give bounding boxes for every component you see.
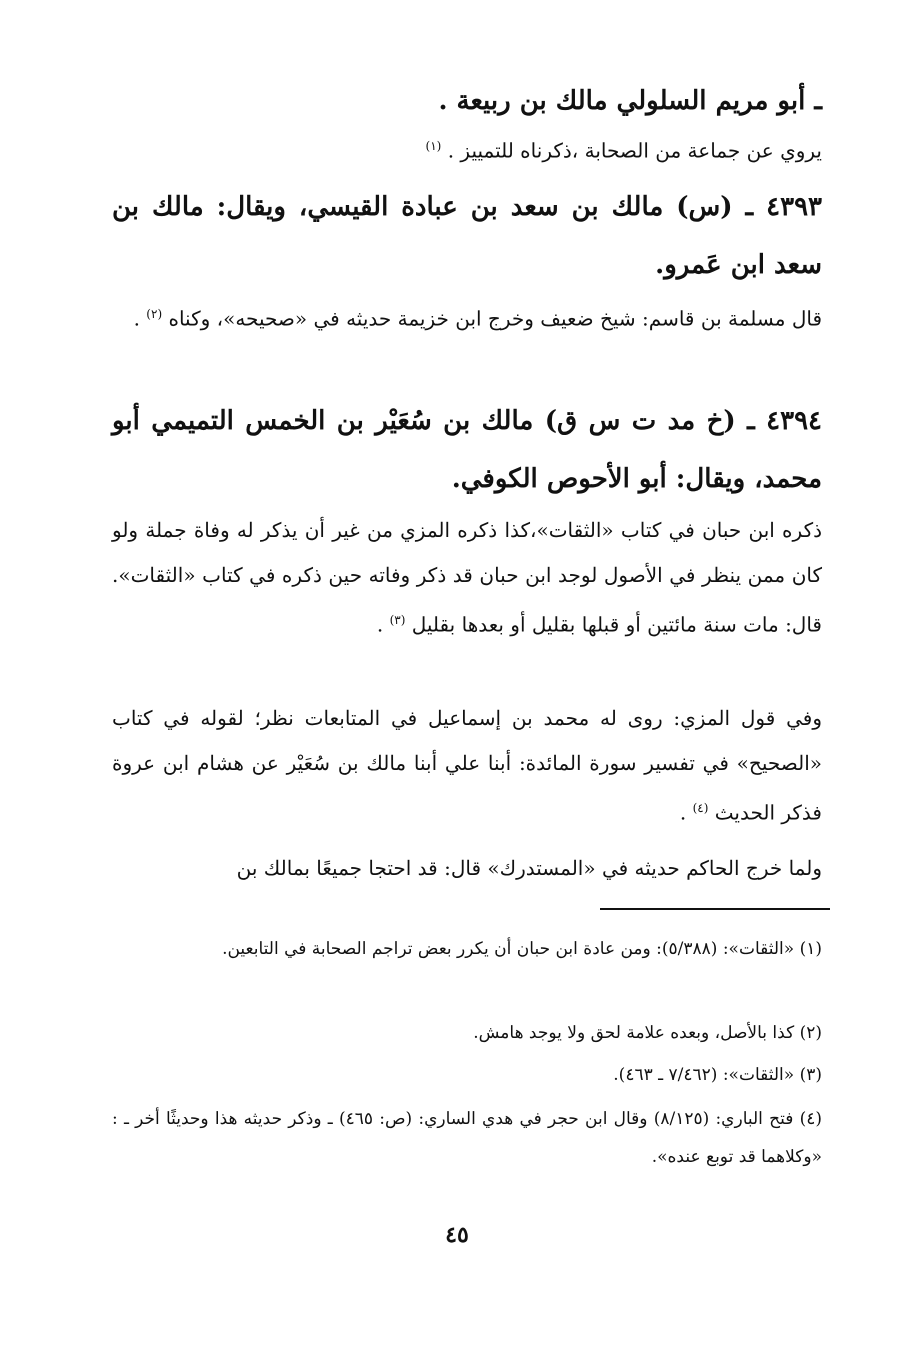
entry-heading-abu-maryam [112,72,822,130]
page-number: ٤٥ [445,1222,469,1248]
paragraph-text: ذكره ابن حبان في كتاب «الثقات»،كذا ذكره المزي من غير أن يذكر له وفاة جملة ولو كان ممن ينظر في الأصول لوجد ابن حبان قد ذكر وفاته حين ذكره في كتاب «الثقات». قال: مات سنة مائتين أو قبلها بقليل أو بعدها بقليل [112,518,822,637]
paragraph-4394-b [112,696,822,836]
footnote-number: (٣) [799,1065,822,1085]
paragraph-tail: . [679,800,687,825]
footnote-marker: (٣) [389,613,406,627]
paragraph-4394-c [112,846,822,891]
paragraph-text: يروي عن جماعة من الصحابة ،ذكرناه للتمييز . [447,138,822,163]
footnote-number: (١) [799,939,822,959]
paragraph-4393 [112,292,822,342]
paragraph-tail: . [133,306,140,331]
footnote-2 [112,1014,822,1052]
paragraph-abu-maryam [112,124,822,174]
footnote-4 [112,1100,822,1176]
footnote-text: فتح الباري: (٨/١٢٥) وقال ابن حجر في هدي الساري: (ص: ٤٦٥) ـ وذكر حديثه هذا وحديثًا أخر ـ : «وكلاهما قد توبع عنده». [112,1109,822,1167]
footnote-marker: (٤) [692,801,709,815]
paragraph-text: وفي قول المزي: روى له محمد بن إسماعيل في المتابعات نظر؛ لقوله في كتاب «الصحيح» في تفسير سورة المائدة: أبنا علي أبنا مالك بن سُعَيْر عن هشام ابن عروة فذكر الحديث [112,706,822,825]
footnote-number: (٤) [799,1109,822,1129]
entry-heading-text: ـ أبو مريم السلولي مالك بن ربيعة . [438,86,822,116]
footnote-marker: (٢) [146,307,163,321]
entry-heading-text: ٤٣٩٤ ـ (خ مد ت س ق) مالك بن سُعَيْر بن الخمس التميمي أبو محمد، ويقال: أبو الأحوص الكوفي. [112,406,822,494]
footnote-3 [112,1056,822,1094]
footnote-marker: (١) [425,139,442,153]
entry-heading-4394 [112,392,822,508]
paragraph-tail: . [376,612,384,637]
footnote-text: «الثقات»: (٧/٤٦٢ ـ ٤٦٣). [613,1065,795,1085]
footnote-1 [112,930,822,968]
paragraph-4394-a [112,508,822,648]
paragraph-text: ولما خرج الحاكم حديثه في «المستدرك» قال: قد احتجا جميعًا بمالك بن [236,856,822,880]
entry-heading-4393 [112,178,822,294]
footnote-separator [600,908,830,910]
entry-heading-text: ٤٣٩٣ ـ (س) مالك بن سعد بن عبادة القيسي، ويقال: مالك بن سعد ابن عَمرو. [112,192,822,280]
footnote-text: كذا بالأصل، وبعده علامة لحق ولا يوجد هامش. [473,1023,795,1043]
footnote-text: «الثقات»: (٥/٣٨٨): ومن عادة ابن حبان أن يكرر بعض تراجم الصحابة في التابعين. [222,939,795,959]
footnote-number: (٢) [799,1023,822,1043]
paragraph-text: قال مسلمة بن قاسم: شيخ ضعيف وخرج ابن خزيمة حديثه في «صحيحه»، وكناه [168,306,822,331]
